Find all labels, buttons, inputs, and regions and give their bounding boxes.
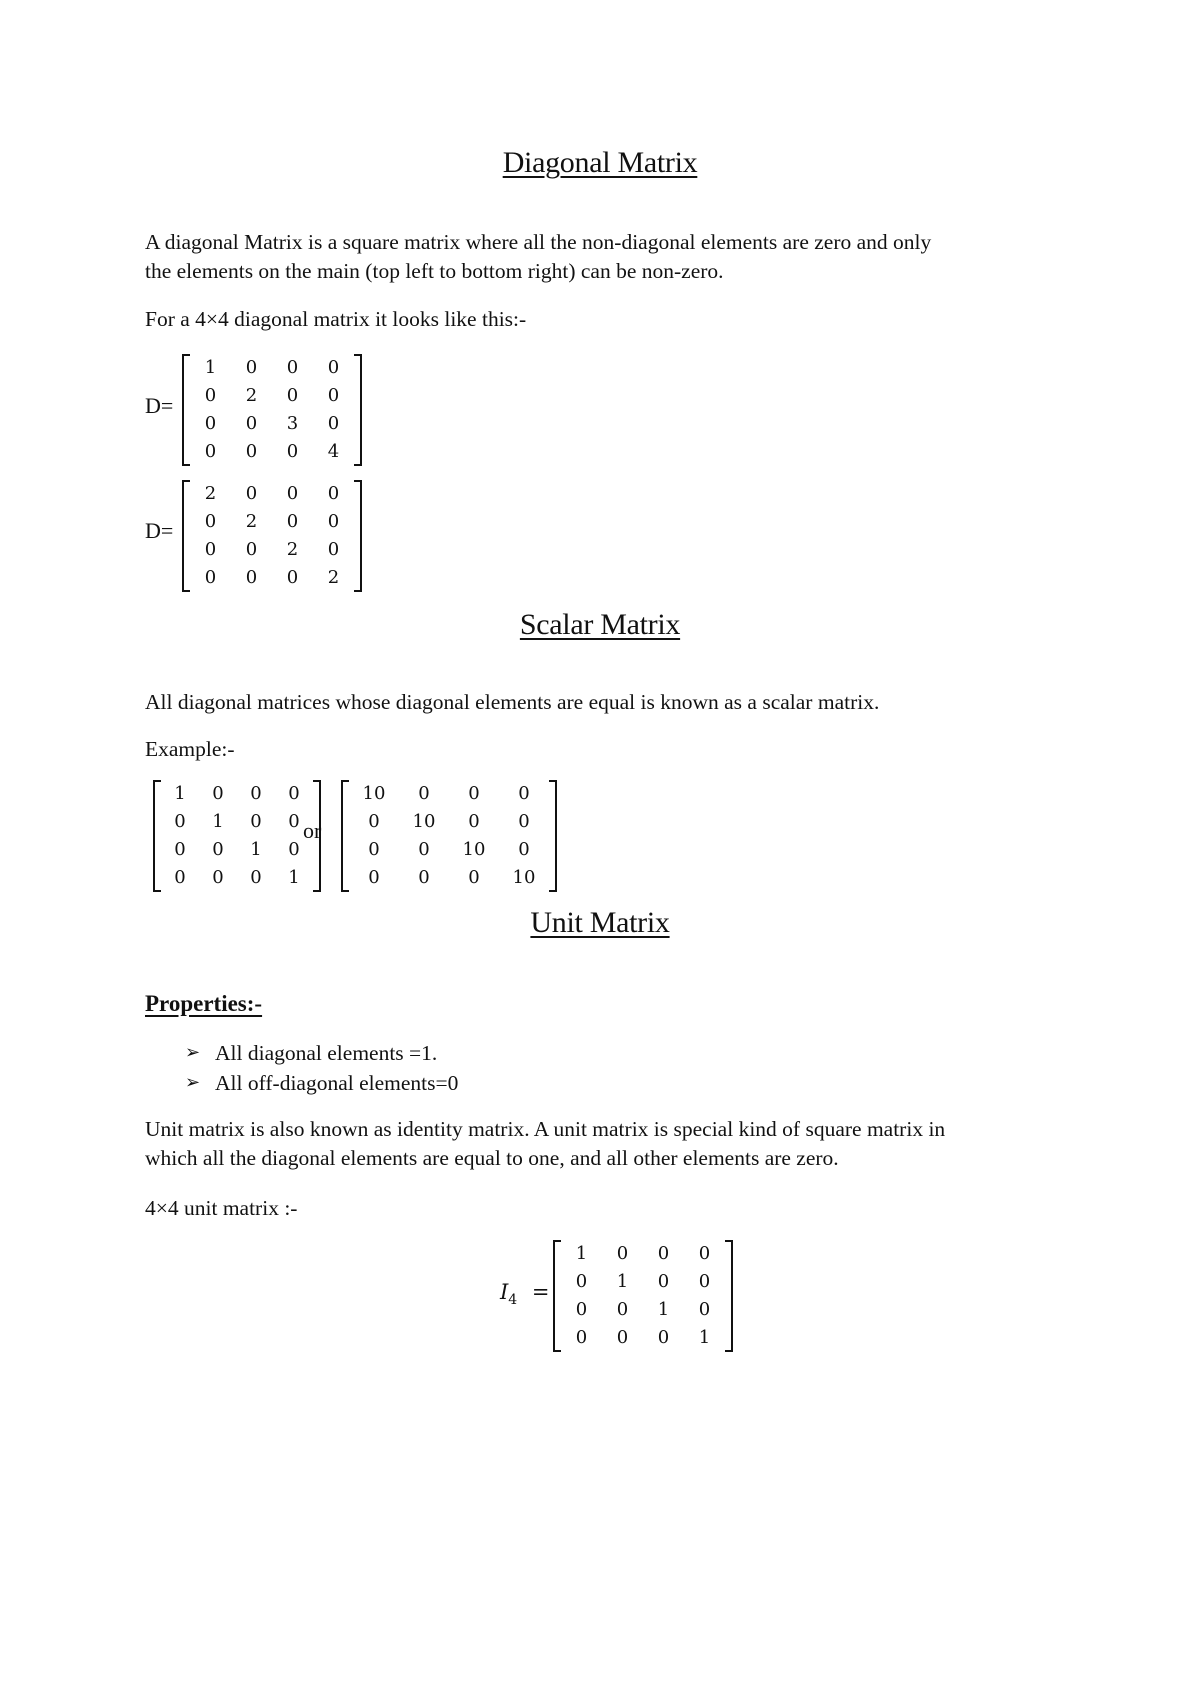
matrix-cell: 10 [512,867,536,888]
property-item-text: All diagonal elements =1. [215,1041,438,1065]
matrix-cell: 0 [518,811,530,832]
matrix-cell: 0 [327,357,340,378]
diagonal-definition-line-1: A diagonal Matrix is a square matrix where all the non-diagonal elements are zero and only [145,230,932,254]
matrix-cell: 0 [575,1299,588,1320]
matrix-cell: 0 [518,783,530,804]
diagonal-example-intro: For a 4×4 diagonal matrix it looks like this:- [145,307,527,331]
property-item [185,1038,458,1068]
matrix-cell: 10 [412,811,436,832]
scalar-matrix-b [341,780,557,892]
matrix-2-label: D= [145,518,174,543]
matrix-grid [184,354,360,466]
diagonal-definition [145,228,1065,286]
matrix-cell: 0 [245,539,258,560]
matrix-cell: 0 [327,539,340,560]
matrix-cell: 2 [327,567,340,588]
scalar-matrix-a [153,780,321,892]
matrix-cell: 0 [575,1271,588,1292]
matrix-cell: 2 [204,483,217,504]
matrix-cell: 0 [204,539,217,560]
matrix-cell: 0 [468,783,480,804]
matrix-cell: 0 [204,567,217,588]
unit-example-intro: 4×4 unit matrix :- [145,1196,298,1220]
matrix-cell: 0 [418,783,430,804]
matrix-cell: 0 [468,867,480,888]
matrix-cell: 2 [245,385,258,406]
matrix-cell: 1 [212,811,224,832]
matrix-cell: 0 [204,511,217,532]
matrix-grid [155,780,322,892]
diagonal-matrix-heading: Diagonal Matrix [502,146,698,179]
scalar-definition: All diagonal matrices whose diagonal elements are equal is known as a scalar matrix. [145,690,880,714]
matrix-cell: 0 [657,1243,670,1264]
matrix-cell: 0 [288,839,300,860]
matrix-cell: 2 [286,539,299,560]
matrix-grid [343,780,555,892]
matrix-cell: 0 [204,385,217,406]
matrix-cell: 2 [245,511,258,532]
arrowhead-bullet-icon: ➢ [185,1072,201,1093]
matrix-cell: 10 [362,783,386,804]
matrix-cell: 0 [368,811,380,832]
matrix-cell: 0 [204,413,217,434]
matrix-cell: 0 [657,1271,670,1292]
identity-matrix [553,1240,733,1352]
matrix-cell: 1 [174,783,186,804]
matrix-cell: 0 [575,1327,588,1348]
matrix-cell: 0 [286,511,299,532]
matrix-cell: 0 [698,1243,711,1264]
diagonal-matrix-1 [182,354,362,466]
scalar-example-label: Example:- [145,737,235,761]
matrix-cell: 0 [468,811,480,832]
matrix-cell: 0 [250,867,262,888]
unit-definition-line-1: Unit matrix is also known as identity matrix. A unit matrix is special kind of square matrix in [145,1117,946,1141]
matrix-cell: 3 [286,413,299,434]
matrix-cell: 0 [327,511,340,532]
matrix-cell: 0 [286,441,299,462]
matrix-cell: 0 [616,1327,629,1348]
matrix-cell: 0 [286,385,299,406]
matrix-cell: 0 [698,1271,711,1292]
matrix-grid [555,1240,731,1352]
matrix-cell: 0 [212,867,224,888]
or-label: or [303,818,322,843]
matrix-cell: 0 [286,357,299,378]
matrix-cell: 0 [212,839,224,860]
matrix-cell: 0 [327,483,340,504]
matrix-grid [184,480,360,592]
arrowhead-bullet-icon: ➢ [185,1042,201,1063]
matrix-cell: 0 [250,811,262,832]
matrix-cell: 0 [174,867,186,888]
matrix-cell: 1 [288,867,300,888]
matrix-cell: 1 [204,357,217,378]
matrix-cell: 0 [245,357,258,378]
matrix-cell: 0 [286,483,299,504]
matrix-cell: 1 [698,1327,711,1348]
matrix-cell: 0 [286,567,299,588]
matrix-cell: 10 [462,839,486,860]
matrix-cell: 0 [657,1327,670,1348]
properties-heading: Properties:- [145,991,263,1016]
matrix-cell: 0 [327,413,340,434]
matrix-cell: 0 [368,867,380,888]
matrix-cell: 1 [575,1243,588,1264]
matrix-cell: 1 [616,1271,629,1292]
matrix-cell: 0 [174,839,186,860]
properties-list [185,1038,458,1098]
matrix-cell: 4 [327,441,340,462]
matrix-cell: 0 [368,839,380,860]
diagonal-definition-line-2: the elements on the main (top left to bottom right) can be non-zero. [145,259,724,283]
matrix-cell: 0 [250,783,262,804]
matrix-cell: 0 [245,413,258,434]
scalar-matrix-heading: Scalar Matrix [519,608,681,641]
equals-sign: = [531,1280,550,1304]
matrix-cell: 0 [212,783,224,804]
matrix-cell: 0 [288,783,300,804]
matrix-cell: 0 [418,839,430,860]
identity-subscript: 4 [508,1292,518,1309]
matrix-cell: 1 [250,839,262,860]
matrix-cell: 0 [288,811,300,832]
unit-definition-line-2: which all the diagonal elements are equal to one, and all other elements are zero. [145,1146,839,1170]
matrix-cell: 0 [245,567,258,588]
identity-equation-label [500,1280,550,1308]
matrix-cell: 0 [204,441,217,462]
matrix-cell: 0 [418,867,430,888]
property-item-text: All off-diagonal elements=0 [215,1071,459,1095]
unit-definition [145,1115,1065,1173]
matrix-cell: 0 [174,811,186,832]
matrix-cell: 0 [616,1243,629,1264]
identity-symbol: I [500,1280,509,1304]
matrix-cell: 0 [698,1299,711,1320]
diagonal-matrix-2 [182,480,362,592]
property-item [185,1068,458,1098]
unit-matrix-heading: Unit Matrix [530,906,670,939]
matrix-1-label: D= [145,393,174,418]
matrix-cell: 0 [518,839,530,860]
matrix-cell: 0 [245,441,258,462]
matrix-cell: 0 [616,1299,629,1320]
matrix-cell: 0 [245,483,258,504]
matrix-cell: 0 [327,385,340,406]
matrix-cell: 1 [657,1299,670,1320]
